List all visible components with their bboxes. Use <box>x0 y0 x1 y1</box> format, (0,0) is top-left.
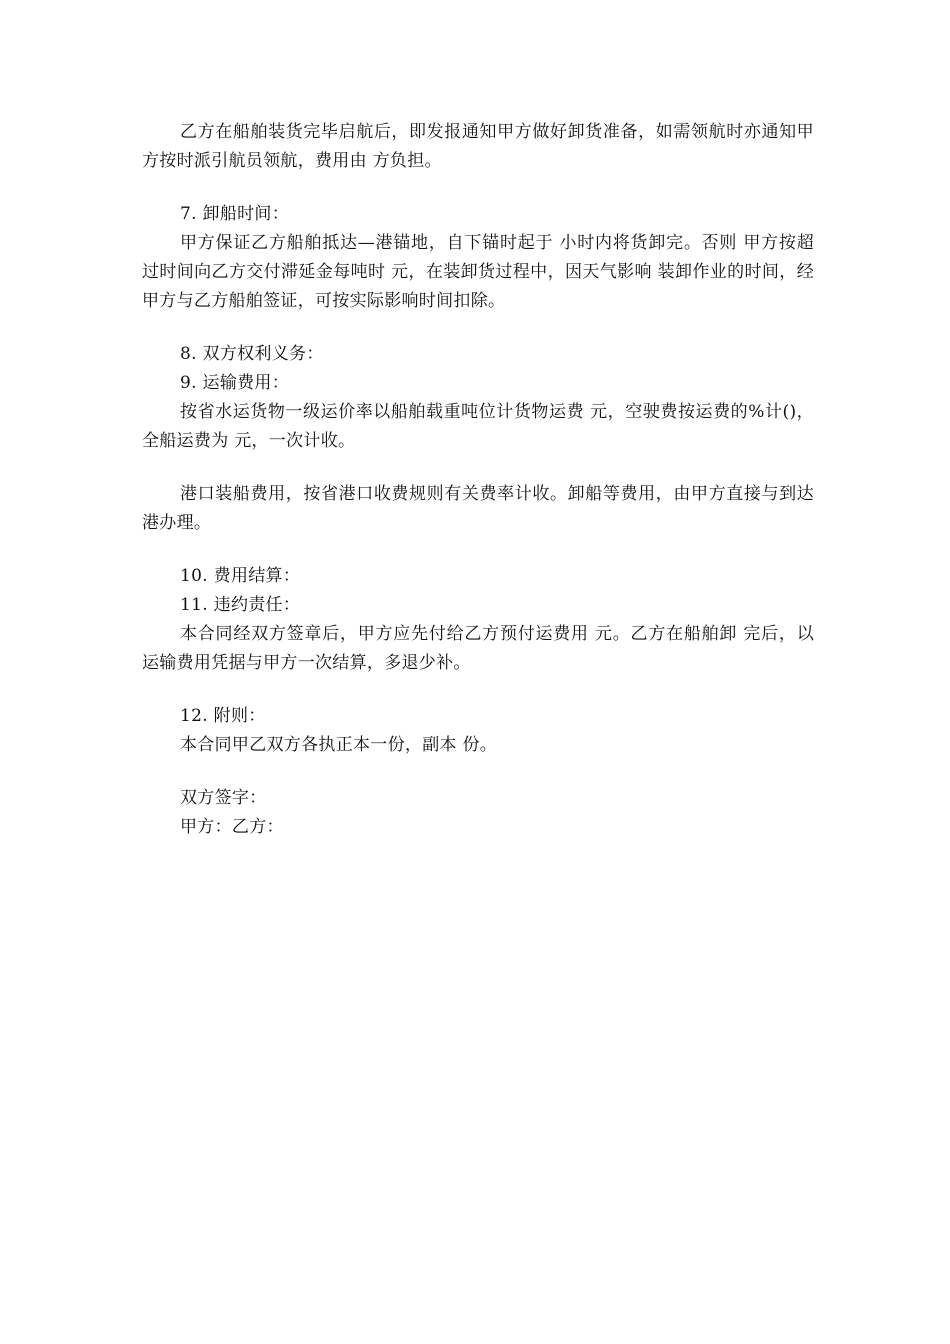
paragraph-unloading-terms: 甲方保证乙方船舶抵达—港锚地，自下锚时起于 小时内将货卸完。否则 甲方按超过时间向乙方交付滞延金每吨时 元，在装卸货过程中，因天气影响 装卸作业的时间，经甲方与乙方船舶签证，可按实际影响时间扣除。 <box>142 233 814 311</box>
paragraph-departure-notice: 乙方在船舶装货完毕启航后，即发报通知甲方做好卸货准备，如需领航时亦通知甲方按时派引航员领航，费用由 方负担。 <box>142 122 814 171</box>
heading-breach-liability: 11. 违约责任： <box>180 595 301 615</box>
paragraph-freight-rate: 按省水运货物一级运价率以船舶载重吨位计货物运费 元，空驶费按运费的%计()，全船运费为 元，一次计收。 <box>142 402 814 451</box>
paragraph-port-fees: 港口装船费用，按省港口收费规则有关费率计收。卸船等费用，由甲方直接与到达港办理。 <box>142 484 814 533</box>
heading-transport-fees: 9. 运输费用： <box>180 373 290 393</box>
paragraph-copies: 本合同甲乙双方各执正本一份，副本 份。 <box>180 735 498 755</box>
signature-heading: 双方签字： <box>180 788 267 808</box>
contract-page <box>142 118 814 842</box>
signature-parties: 甲方：乙方： <box>180 817 284 837</box>
heading-unloading-time: 7. 卸船时间： <box>180 204 290 224</box>
heading-fee-settlement: 10. 费用结算： <box>180 566 301 586</box>
heading-supplementary: 12. 附则： <box>180 706 266 726</box>
paragraph-prepayment: 本合同经双方签章后，甲方应先付给乙方预付运费用 元。乙方在船舶卸 完后，以运输费用凭据与甲方一次结算，多退少补。 <box>142 624 814 673</box>
heading-rights-obligations: 8. 双方权利义务： <box>180 344 324 364</box>
